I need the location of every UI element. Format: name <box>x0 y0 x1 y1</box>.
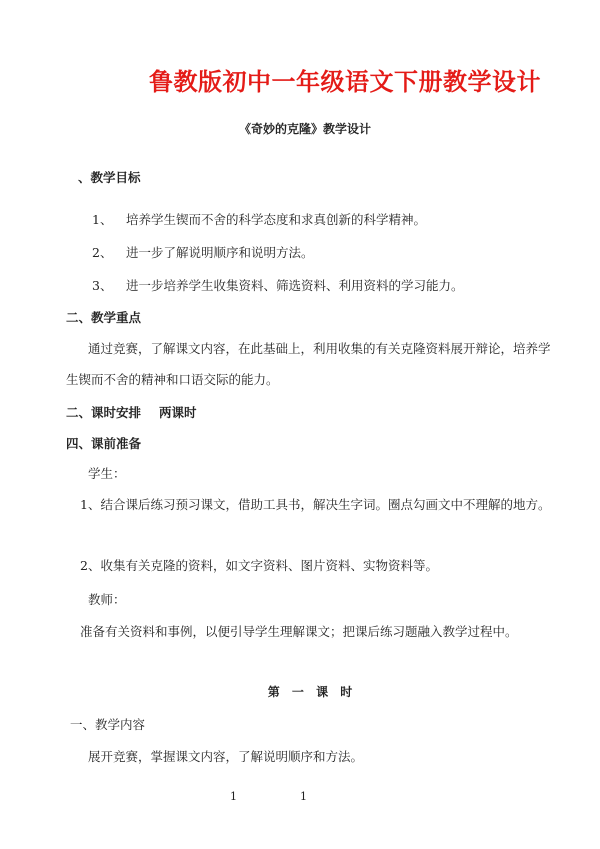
prep-teacher-item: 准备有关资料和事例，以便引导学生理解课文；把课后练习题融入教学过程中。 <box>80 624 518 639</box>
document-subtitle: 《奇妙的克隆》教学设计 <box>238 122 371 136</box>
goal-item-text: 培养学生锲而不舍的科学态度和求真创新的科学精神。 <box>126 212 427 227</box>
goal-item-text: 进一步培养学生收集资料、筛选资料、利用资料的学习能力。 <box>126 278 464 293</box>
goal-item-3 <box>92 276 464 294</box>
prep-teacher-label: 教师： <box>88 592 126 607</box>
prep-student-item-1: 1、结合课后练习预习课文，借助工具书，解决生字词。圈点勾画文中不理解的地方。 <box>80 497 551 512</box>
goal-item-number: 1、 <box>92 212 113 227</box>
focus-paragraph-line-1: 通过竞赛，了解课文内容，在此基础上，利用收集的有关克隆资料展开辩论，培养学 <box>88 341 551 356</box>
prep-student-label: 学生： <box>88 466 126 481</box>
section-heading-prep: 四、课前准备 <box>66 436 142 451</box>
lesson-content-text: 展开竞赛，掌握课文内容，了解说明顺序和方法。 <box>88 749 364 764</box>
prep-student-item-2: 2、收集有关克隆的资料，如文字资料、图片资料、实物资料等。 <box>80 558 438 573</box>
section-heading-focus: 二、教学重点 <box>66 310 142 325</box>
goal-item-number: 3、 <box>92 278 113 293</box>
schedule-label: 二、课时安排 <box>66 405 142 420</box>
schedule-value: 两课时 <box>159 405 197 420</box>
lesson-title: 第 一 课 时 <box>267 685 353 699</box>
banner-title: 鲁教版初中一年级语文下册教学设计 <box>149 68 541 96</box>
goal-item-1 <box>92 210 426 228</box>
focus-paragraph-line-2: 生锲而不舍的精神和口语交际的能力。 <box>66 372 279 387</box>
lesson-content-heading: 一、教学内容 <box>70 717 146 732</box>
goal-item-number: 2、 <box>92 245 113 260</box>
section-heading-schedule <box>66 403 197 421</box>
goal-item-text: 进一步了解说明顺序和说明方法。 <box>126 245 314 260</box>
section-heading-goals: 、教学目标 <box>78 170 141 185</box>
page-number: 1 <box>300 790 307 803</box>
page-number: 1 <box>230 790 237 803</box>
goal-item-2 <box>92 243 314 261</box>
